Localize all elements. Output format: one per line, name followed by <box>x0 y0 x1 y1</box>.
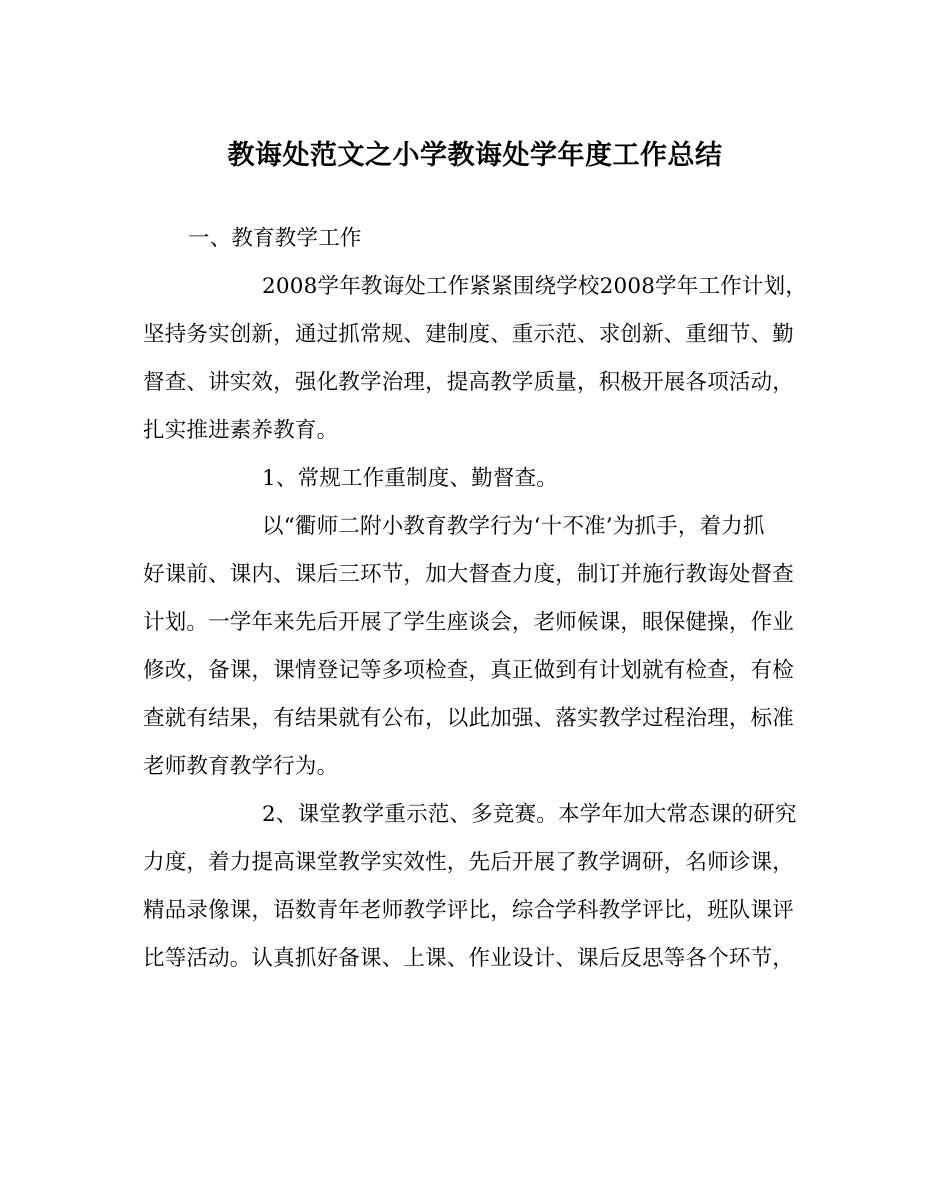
paragraph-line: 修改，备课，课情登记等多项检查，真正做到有计划就有检查，有检 <box>143 658 795 683</box>
paragraph-line: 力度，着力提高课堂教学实效性，先后开展了教学调研，名师诊课， <box>143 850 795 875</box>
paragraph-line: 以“衢师二附小教育教学行为‘十不准’为抓手，着力抓 <box>262 514 765 539</box>
paragraph-line: 2、课堂教学重示范、多竞赛。本学年加大常态课的研究 <box>262 802 797 827</box>
paragraph-line: 老师教育教学行为。 <box>143 754 339 779</box>
paragraph-line: 督查、讲实效，强化教学治理，提高教学质量，积极开展各项活动， <box>143 370 795 395</box>
paragraph-line: 比等活动。认真抓好备课、上课、作业设计、课后反思等各个环节， <box>143 946 795 971</box>
document-title: 教诲处范文之小学教诲处学年度工作总结 <box>227 140 723 171</box>
paragraph-line: 2008学年教诲处工作紧紧围绕学校2008学年工作计划， <box>262 274 808 299</box>
section-heading: 一、教育教学工作 <box>188 226 362 251</box>
paragraph-line: 好课前、课内、课后三环节，加大督查力度，制订并施行教诲处督查 <box>143 562 795 587</box>
paragraph-line: 计划。一学年来先后开展了学生座谈会，老师候课，眼保健操，作业 <box>143 610 795 635</box>
paragraph-line: 坚持务实创新，通过抓常规、建制度、重示范、求创新、重细节、勤 <box>143 322 795 347</box>
paragraph-line: 查就有结果，有结果就有公布，以此加强、落实教学过程治理，标准 <box>143 706 795 731</box>
paragraph-line: 精品录像课，语数青年老师教学评比，综合学科教学评比，班队课评 <box>143 898 795 923</box>
subheading: 1、常规工作重制度、勤督查。 <box>262 466 558 491</box>
paragraph-line: 扎实推进素养教育。 <box>143 418 339 443</box>
